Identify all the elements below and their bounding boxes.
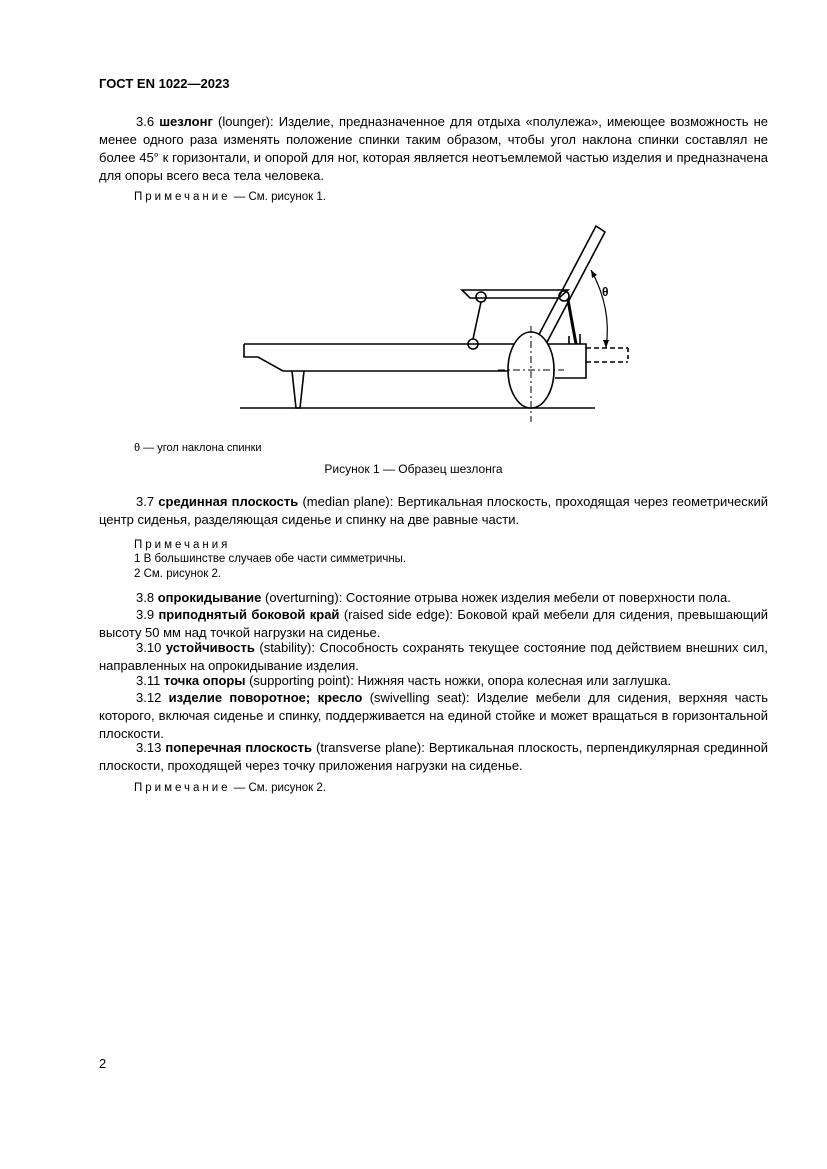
definition-3-12: 3.12 изделие поворотное; кресло (swivelling seat): Изделие мебели для сидения, верхняя часть которого, включая сиденье и спинку, поддерживается на единой стойке и может вращаться в горизонтальной плоскости. [99, 690, 768, 741]
note-item-1: 1 В большинстве случаев обе части симметричны. [134, 553, 407, 565]
definition-3-13: 3.13 поперечная плоскость (transverse plane): Вертикальная плоскость, перпендикулярная срединной плоскости, проходящей через точку приложения нагрузки на сиденье. [99, 740, 768, 773]
definition-3-7: 3.7 срединная плоскость (median plane): Вертикальная плоскость, проходящая через геометрический центр сиденья, разделяющая сиденье и спинку на две равные части. [99, 494, 768, 527]
note-see-figure-2: Примечание — См. рисунок 2. [134, 782, 326, 794]
definition-3-8: 3.8 опрокидывание (overturning): Состояние отрыва ножек изделия мебели от поверхности пола. [136, 590, 731, 605]
lounger-leg [292, 371, 304, 408]
definition-3-11: 3.11 точка опоры (supporting point): Нижняя часть ножки, опора колесная или заглушка. [136, 673, 672, 688]
definition-3-9: 3.9 приподнятый боковой край (raised side edge): Боковой край мебели для сидения, превышающий высоту 50 мм над точкой нагрузки на сиденье. [99, 607, 768, 640]
term-supporting-point: точка опоры [163, 673, 246, 688]
term-stability: устойчивость [165, 640, 255, 655]
angle-arc [591, 270, 607, 348]
angle-arrowhead-top [591, 270, 597, 278]
notes-heading: Примечания [134, 539, 231, 551]
document-header: ГОСТ EN 1022—2023 [99, 76, 230, 91]
angle-arrowhead-bottom [603, 340, 609, 348]
lounger-figure [230, 218, 640, 423]
term-median-plane: срединная плоскость [158, 494, 299, 509]
note-item-2: 2 См. рисунок 2. [134, 568, 222, 580]
note-see-figure-1: Примечание — См. рисунок 1. [134, 191, 326, 203]
page-number: 2 [99, 1056, 107, 1071]
figure-caption: Рисунок 1 — Образец шезлонга [324, 462, 503, 476]
term-transverse-plane: поперечная плоскость [165, 740, 312, 755]
lounger-backrest [534, 226, 605, 344]
term-lounger: шезлонг [159, 114, 213, 129]
pivot-top-left [476, 292, 486, 302]
theta-label: θ [602, 285, 609, 299]
figure-legend: θ — угол наклона спинки [134, 442, 262, 454]
definition-3-6: 3.6 шезлонг (lounger): Изделие, предназначенное для отдыха «полулежа», имеющее возможность не менее одного раза изменять положение спинки таким образом, чтобы угол наклона спинки составлял не более 45° к горизонтали, и опорой для ног, которая является неотъемлемой частью изделия и предназначена для опоры всего веса тела человека. [99, 114, 768, 183]
term-raised-side-edge: приподнятый боковой край [158, 607, 340, 622]
strut-left [473, 302, 481, 339]
term-swivelling-seat: изделие поворотное; кресло [168, 690, 363, 705]
term-overturning: опрокидывание [157, 590, 262, 605]
definition-3-10: 3.10 устойчивость (stability): Способность сохранять текущее состояние под действием внешних сил, направленных на опрокидывание изделия. [99, 640, 768, 673]
